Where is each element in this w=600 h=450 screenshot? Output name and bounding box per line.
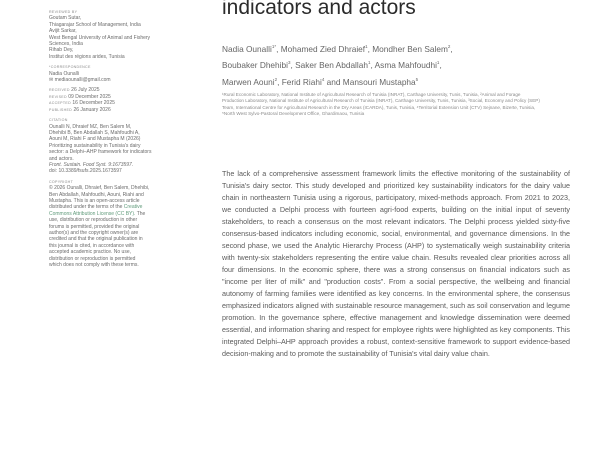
author-name[interactable]: , Asma Mahfoudhi <box>370 60 437 71</box>
correspondence-label: *CORRESPONDENCE <box>49 65 91 70</box>
reviewer-line: Goutam Sutar, <box>49 15 82 22</box>
affiliation-marker: 2 <box>447 44 451 49</box>
copyright-line: accepted academic practice. No use, <box>49 249 131 256</box>
reviewed-by-label: REVIEWED BY <box>49 10 78 14</box>
copyright-text: distributed under the terms of the <box>49 204 124 211</box>
date-value: 16 December 2025 <box>72 100 115 107</box>
author-name[interactable]: Nadia Ounalli <box>222 43 272 54</box>
copyright-line: credited and that the original publication in <box>49 236 143 243</box>
copyright-line: Mustapha. This is an open-access article <box>49 197 140 204</box>
reviewed-by-section <box>49 9 199 60</box>
article-title: indicators and actors <box>222 0 416 19</box>
date-value: 09 December 2025 <box>68 93 111 100</box>
dates-section <box>49 87 199 113</box>
affiliation-marker: 3 <box>287 60 291 66</box>
reviewer-line: Institut des régions arides, Tunisia <box>49 53 125 60</box>
citation-line: sector: a Delphi–AHP framework for indicators <box>49 149 152 156</box>
author-line <box>222 73 577 89</box>
affiliation-marker: 2 <box>274 76 278 82</box>
date-published <box>49 107 199 113</box>
reviewer-line: Sciences, India <box>49 41 83 48</box>
reviewer-line: Thiagarajar School of Management, India <box>49 21 141 28</box>
license-link[interactable]: Commons Attribution License (CC BY). <box>49 210 136 217</box>
separator: , <box>450 43 453 54</box>
author-name[interactable]: , Mohamed Zied Dhraief <box>276 43 366 54</box>
author-name[interactable]: , Mondher Ben Salem <box>367 43 448 54</box>
date-label: ACCEPTED <box>49 101 71 106</box>
copyright-line: distribution or reproduction is permitted <box>49 255 136 262</box>
affiliation-marker: 5 <box>415 76 419 82</box>
author-name[interactable]: , Ferid Riahi <box>277 76 322 87</box>
copyright-line: © 2026 Ounalli, Dhraief, Ben Salem, Dhehibi, <box>49 185 150 192</box>
author-list <box>222 40 577 89</box>
copyright-section <box>49 179 199 269</box>
author-line <box>222 56 577 72</box>
author-name[interactable]: Boubaker Dhehibi <box>222 60 288 71</box>
copyright-line: Ben Abdallah, Mahfoudhi, Aouni, Riahi and <box>49 191 144 198</box>
affiliation-marker: 1 <box>365 44 368 49</box>
copyright-text: The <box>135 210 146 217</box>
affiliation-marker: 1 <box>367 60 371 66</box>
citation-line: Dhehibi B, Ben Abdallah S, Mahfoudhi A, <box>49 129 140 136</box>
affiliation-marker: 1 <box>436 60 440 66</box>
copyright-line: which does not comply with these terms. <box>49 262 139 269</box>
correspondence-section <box>49 64 199 83</box>
citation-line: Ounalli N, Dhraief MZ, Ben Salem M, <box>49 123 132 130</box>
abstract-text: The lack of a comprehensive assessment framework limits the effective monitoring of the sustainability of Tunisia's dairy sector. This study developed and prioritized key sustainability indicators for the dairy value chain in northeastern Tunisia using a rigorous, participatory, mixed-methods approach. From 2021 to 2023, we conducted a Delphi process with fourteen agri-food experts, building on the initial input of seventy stakeholders, to reach a consensus on the most relevant indicators. The Delphi process yielded sixty-five consensus-based indicators including economic, social, environmental, and governance dimensions. In the second phase, we used the Analytic Hierarchy Process (AHP) to systematically weigh sustainability criteria with twenty-six stakeholders representing the entire value chain. Results revealed clear priorities across all four dimensions. In the economic sphere, there was a strong consensus on financial indicators such as "income per liter of milk" and "production costs". From a social perspective, the wellbeing and financial autonomy of farming families were identified as key concerns. In the environmental sphere, the consensus emphasized indicators aligned with sustainable resource management, such as soil conservation and legume promotion. In the governance sphere, effective management and knowledge dissemination were deemed essential, and information sharing and respect for employee rights were highlighted as key components. This integrated Delphi–AHP approach provides a robust, context-sensitive framework to support evidence-based decision-making and to promote the sustainability of Tunisia's vital dairy value chain. <box>222 169 570 358</box>
date-label: RECEIVED <box>49 88 70 93</box>
reviewer-line: Rihab Dey, <box>49 47 74 54</box>
article-sidebar <box>49 0 199 268</box>
author-name[interactable]: and Mansouri Mustapha <box>324 76 416 87</box>
reviewer-line: West Bengal University of Animal and Fishery <box>49 34 151 41</box>
copyright-line: use, distribution or reproduction in other <box>49 217 138 224</box>
citation-line: and actors. <box>49 155 74 162</box>
citation-line: Prioritizing sustainability in Tunisia's dairy <box>49 142 141 149</box>
citation-section <box>49 117 199 175</box>
author-name[interactable]: , Saker Ben Abdallah <box>290 60 368 71</box>
date-value: 26 January 2026 <box>73 106 111 113</box>
author-name[interactable]: Marwen Aouni <box>222 76 275 87</box>
correspondence-email-link[interactable]: ✉ mediaounalli@gmail.com <box>49 77 111 84</box>
copyright-line: forums is permitted, provided the original <box>49 223 140 230</box>
citation-line: Aouni M, Riahi F and Mustapha M (2026) <box>49 136 141 143</box>
copyright-label: COPYRIGHT <box>49 179 74 184</box>
affiliation-marker: 4 <box>321 76 325 82</box>
license-link[interactable]: Creative <box>123 204 143 211</box>
separator: , <box>439 60 442 71</box>
citation-journal: Front. Sustain. Food Syst. 9:1673597. <box>49 161 134 168</box>
copyright-line: author(s) and the copyright owner(s) are <box>49 230 139 236</box>
reviewer-line: Avijit Sarkar, <box>49 28 77 35</box>
author-line <box>222 40 577 56</box>
affiliation-marker: 1* <box>271 44 277 49</box>
correspondence-name: Nadia Ounalli <box>49 70 80 77</box>
date-value: 26 July 2025 <box>71 87 100 94</box>
affiliations: ¹Rural Economic Laboratory, National Institute of Agricultural Research of Tunisia (INRAT), Carthage University, Tunis, Tunisia, ²Animal and Forage Production Laboratory, National Institute of Agricultural Research of Tunisia (INRAT), Carthage University, Tunis, Tunisia, ³Social, Economy and Policy (SEP) Team, International Centre for Agricultural Research in the Dry Areas (ICARDA), Tunis, Tunisia, ⁴Territorial Extension Unit (CTV) Sejnane, Bizerte, Tunisia, ⁵North West Sylvo-Pastoral Development Office, Ghardimaou, Tunisia <box>222 92 540 116</box>
date-label: PUBLISHED <box>49 107 73 112</box>
citation-label: CITATION <box>49 118 68 123</box>
copyright-line: this journal is cited, in accordance with <box>49 242 135 249</box>
citation-doi-link[interactable]: doi: 10.3389/fsufs.2025.1673597 <box>49 168 122 175</box>
date-label: REVISED <box>49 94 67 99</box>
